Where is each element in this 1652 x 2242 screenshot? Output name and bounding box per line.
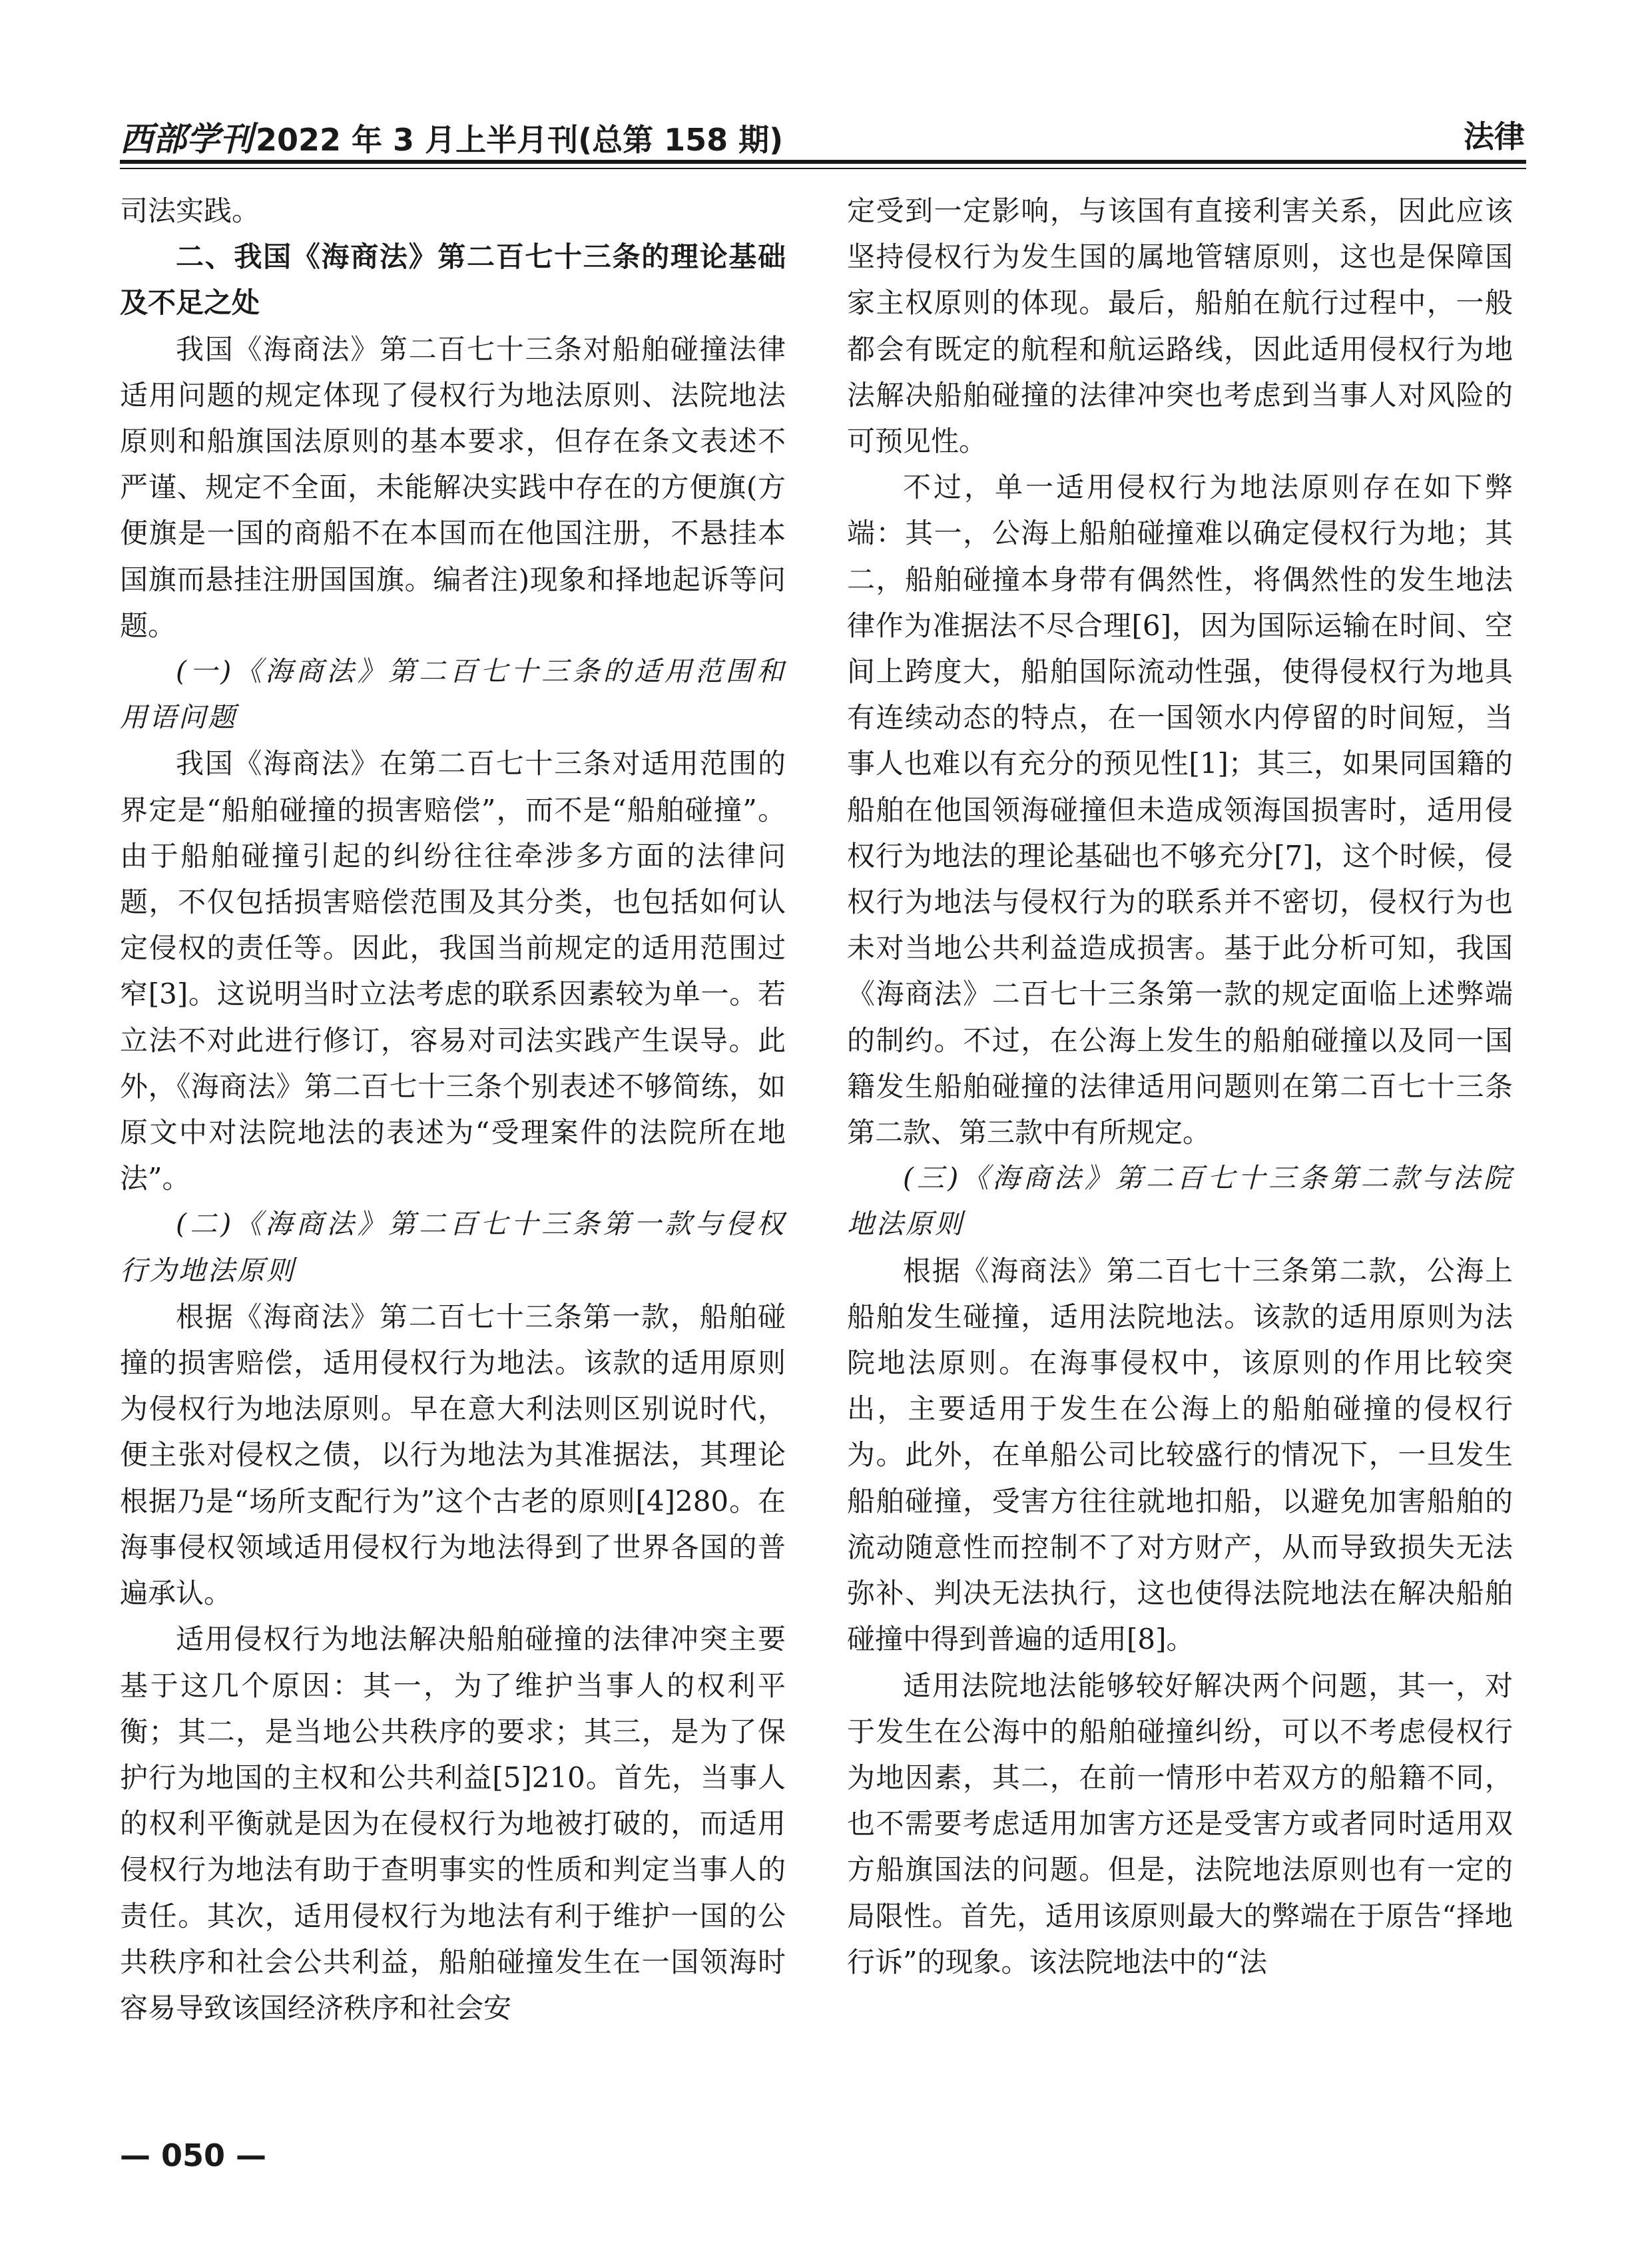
issue-text: 2022 年 3 月上半月刊(总第 158 期) [256,122,784,158]
journal-issue [120,113,783,160]
journal-logo: 西部学刊 [120,119,253,158]
right-column [847,188,1513,1985]
section-heading: (一)《海商法》第二百七十三条的适用范围和用语问题 [120,655,786,734]
paragraph: 根据《海商法》第二百七十三条第一款，船舶碰撞的损害赔偿，适用侵权行为地法。该款的适用原则为侵权行为地法原则。早在意大利法则区别说时代，便主张对侵权之债，以行为地法为其准据法，其理论根据乃是“场所支配行为”这个古老的原则[4]280。在海事侵权领域适用侵权行为地法得到了世界各国的普遍承认。 [120,1300,786,1610]
paragraph: 定受到一定影响，与该国有直接利害关系，因此应该坚持侵权行为发生国的属地管辖原则，这也是保障国家主权原则的体现。最后，船舶在航行过程中，一般都会有既定的航程和航运路线，因此适用侵权行为地法解决船舶碰撞的法律冲突也考虑到当事人对风险的可预见性。 [847,194,1513,458]
section-heading: (二)《海商法》第二百七十三条第一款与侵权行为地法原则 [120,1208,786,1286]
section-heading: (三)《海商法》第二百七十三条第二款与法院地法原则 [847,1162,1513,1241]
paragraph: 我国《海商法》第二百七十三条对船舶碰撞法律适用问题的规定体现了侵权行为地法原则、法院地法原则和船旗国法原则的基本要求，但存在条文表述不严谨、规定不全面，未能解决实践中存在的方便旗(方便旗是一国的商船不在本国而在他国注册，不悬挂本国旗而悬挂注册国国旗。编者注)现象和择地起诉等问题。 [120,332,786,642]
section-heading: 二、我国《海商法》第二百七十三条的理论基础及不足之处 [120,240,786,320]
page-number: — 050 — [120,2137,267,2173]
running-header [120,103,1525,163]
paragraph: 不过，单一适用侵权行为地法原则存在如下弊端：其一，公海上船舶碰撞难以确定侵权行为地；其二，船舶碰撞本身带有偶然性，将偶然性的发生地法律作为准据法不尽合理[6]，因为国际运输在时间、空间上跨度大，船舶国际流动性强，使得侵权行为地具有连续动态的特点，在一国领水内停留的时间短，当事人也难以有充分的预见性[1]；其三，如果同国籍的船舶在他国领海碰撞但未造成领海国损害时，适用侵权行为地法的理论基础也不够充分[7]，这个时候，侵权行为地法与侵权行为的联系并不密切，侵权行为也未对当地公共利益造成损害。基于此分析可知，我国《海商法》二百七十三条第一款的规定面临上述弊端的制约。不过，在公海上发生的船舶碰撞以及同一国籍发生船舶碰撞的法律适用问题则在第二百七十三条第二款、第三款中有所规定。 [847,471,1513,1149]
left-column [120,188,786,2031]
paragraph: 适用侵权行为地法解决船舶碰撞的法律冲突主要基于这几个原因：其一，为了维护当事人的权利平衡；其二，是当地公共秩序的要求；其三，是为了保护行为地国的主权和公共利益[5]210。首先，当事人的权利平衡就是因为在侵权行为地被打破的，而适用侵权行为地法有助于查明事实的性质和判定当事人的责任。其次，适用侵权行为地法有利于维护一国的公共秩序和社会公共利益，船舶碰撞发生在一国领海时容易导致该国经济秩序和社会安 [120,1623,786,2024]
paragraph: 根据《海商法》第二百七十三条第二款，公海上船舶发生碰撞，适用法院地法。该款的适用原则为法院地法原则。在海事侵权中，该原则的作用比较突出，主要适用于发生在公海上的船舶碰撞的侵权行为。此外，在单船公司比较盛行的情况下，一旦发生船舶碰撞，受害方往往就地扣船，以避免加害船舶的流动随意性而控制不了对方财产，从而导致损失无法弥补、判决无法执行，这也使得法院地法在解决船舶碰撞中得到普遍的适用[8]。 [847,1254,1513,1656]
paragraph: 司法实践。 [120,194,260,227]
section-name: 法律 [1464,119,1525,154]
paragraph: 我国《海商法》在第二百七十三条对适用范围的界定是“船舶碰撞的损害赔偿”，而不是“船舶碰撞”。由于船舶碰撞引起的纠纷往往牵涉多方面的法律问题，不仅包括损害赔偿范围及其分类，也包括如何认定侵权的责任等。因此，我国当前规定的适用范围过窄[3]。这说明当时立法考虑的联系因素较为单一。若立法不对此进行修订，容易对司法实践产生误导。此外，《海商法》第二百七十三条个别表述不够简练，如原文中对法院地法的表述为“受理案件的法院所在地法”。 [120,747,786,1195]
header-rule-thick [120,160,1526,164]
header-rule-thin [120,168,1526,169]
paragraph: 适用法院地法能够较好解决两个问题，其一，对于发生在公海中的船舶碰撞纠纷，可以不考虑侵权行为地因素，其二，在前一情形中若双方的船籍不同，也不需要考虑适用加害方还是受害方或者同时适用双方船旗国法的问题。但是，法院地法原则也有一定的局限性。首先，适用该原则最大的弊端在于原告“择地行诉”的现象。该法院地法中的“法 [847,1669,1513,1978]
